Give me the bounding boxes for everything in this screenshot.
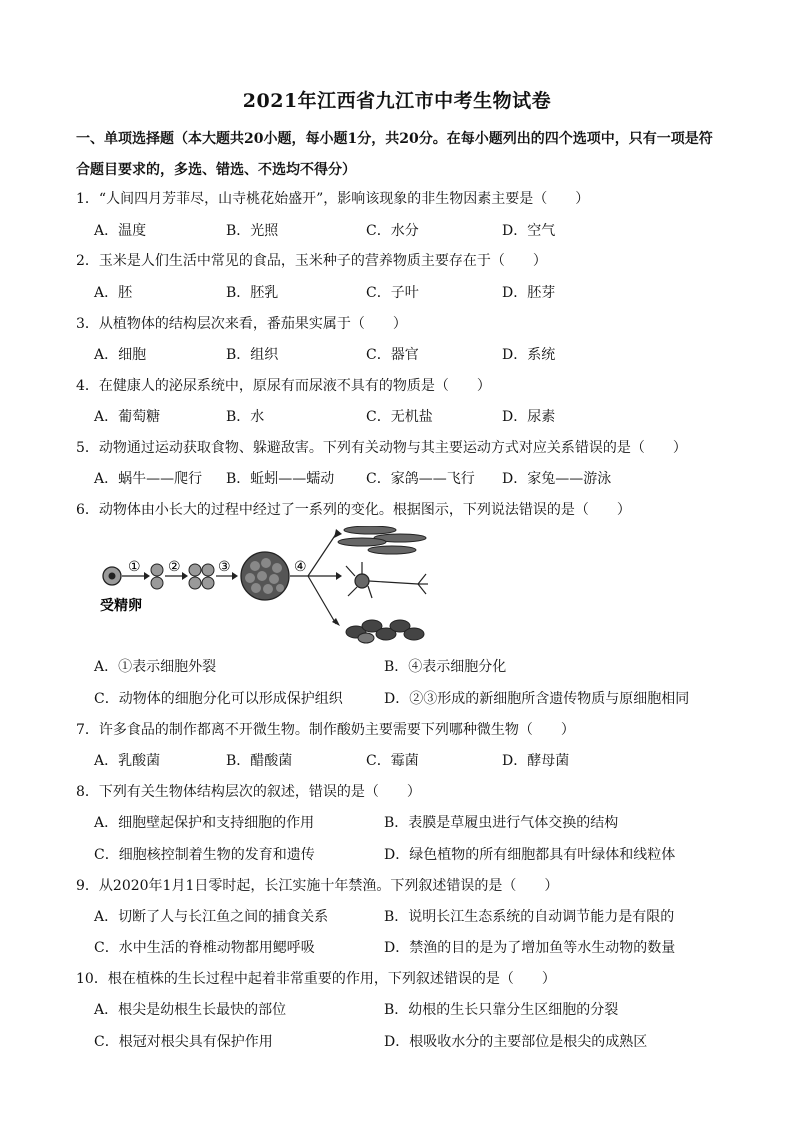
- option: C．霉菌: [366, 753, 419, 769]
- option: D．绿色植物的所有细胞都具有叶绿体和线粒体: [384, 847, 676, 863]
- option: B．说明长江生态系统的自动调节能力是有限的: [384, 909, 675, 925]
- fertilized-egg-icon: [103, 567, 121, 585]
- question-stem: 8．下列有关生物体结构层次的叙述，错误的是（ ）: [76, 784, 421, 800]
- option: C．动物体的细胞分化可以形成保护组织: [94, 691, 343, 707]
- option: A．葡萄糖: [94, 409, 161, 425]
- question-stem: 5．动物通过运动获取食物、躲避敌害。下列有关动物与其主要运动方式对应关系错误的是（ ）: [76, 440, 687, 456]
- option: B．表膜是草履虫进行气体交换的结构: [384, 815, 619, 831]
- option: A．乳酸菌: [94, 753, 161, 769]
- step-label-4: ④: [294, 559, 307, 575]
- option: A．根尖是幼根生长最快的部位: [94, 1002, 287, 1018]
- step-label-1: ①: [128, 559, 141, 575]
- cell-mass-icon: [241, 552, 289, 600]
- question-stem: 7．许多食品的制作都离不开微生物。制作酸奶主要需要下列哪种微生物（ ）: [76, 722, 575, 738]
- step-label-3: ③: [218, 559, 231, 575]
- question-stem: 10．根在植株的生长过程中起着非常重要的作用，下列叙述错误的是（ ）: [76, 971, 556, 987]
- option: D．酵母菌: [502, 753, 570, 769]
- option: C．无机盐: [366, 409, 433, 425]
- option: A．细胞壁起保护和支持细胞的作用: [94, 815, 315, 831]
- cell-development-figure: [100, 526, 440, 646]
- option: D．②③形成的新细胞所含遗传物质与原细胞相同: [384, 691, 690, 707]
- option: D．尿素: [502, 409, 556, 425]
- option: D．家兔——游泳: [502, 471, 612, 487]
- option: A．蜗牛——爬行: [94, 471, 203, 487]
- question-stem: 9．从2020年1月1日零时起，长江实施十年禁渔。下列叙述错误的是（ ）: [76, 878, 559, 894]
- option: D．系统: [502, 347, 556, 363]
- muscle-cell-icon: [338, 526, 426, 554]
- option: D．根吸收水分的主要部位是根尖的成熟区: [384, 1034, 648, 1050]
- option: C．细胞核控制着生物的发育和遗传: [94, 847, 315, 863]
- question-stem: 4．在健康人的泌尿系统中，原尿有而尿液不具有的物质是（ ）: [76, 378, 491, 394]
- question-stem: 6．动物体由小长大的过程中经过了一系列的变化。根据图示，下列说法错误的是（ ）: [76, 502, 631, 518]
- option: D．禁渔的目的是为了增加鱼等水生动物的数量: [384, 940, 676, 956]
- option: C．子叶: [366, 285, 419, 301]
- nerve-cell-icon: [346, 562, 428, 598]
- question-stem: 2．玉米是人们生活中常见的食品，玉米种子的营养物质主要存在于（ ）: [76, 253, 547, 269]
- option: D．空气: [502, 223, 556, 239]
- option: B．醋酸菌: [226, 753, 293, 769]
- option: C．水中生活的脊椎动物都用鳃呼吸: [94, 940, 315, 956]
- option: C．水分: [366, 223, 419, 239]
- question-stem: 3．从植物体的结构层次来看，番茄果实属于（ ）: [76, 316, 407, 332]
- figure-caption: 受精卵: [100, 598, 142, 614]
- option: B．蚯蚓——蠕动: [226, 471, 335, 487]
- option: B．胚乳: [226, 285, 279, 301]
- option: B．光照: [226, 223, 279, 239]
- option: A．①表示细胞外裂: [94, 659, 217, 675]
- option: C．根冠对根尖具有保护作用: [94, 1034, 273, 1050]
- option: A．温度: [94, 223, 147, 239]
- option: A．胚: [94, 285, 133, 301]
- option: B．幼根的生长只靠分生区细胞的分裂: [384, 1002, 619, 1018]
- option: C．器官: [366, 347, 419, 363]
- page-title: 2021年江西省九江市中考生物试卷: [242, 90, 552, 112]
- section-heading: 一、单项选择题（本大题共20小题，每小题1分，共20分。在每小题列出的四个选项中，只有一项是符合题目要求的，多选、错选、不选均不得分）: [76, 131, 713, 178]
- option: B．组织: [226, 347, 279, 363]
- option: D．胚芽: [502, 285, 556, 301]
- option: A．切断了人与长江鱼之间的捕食关系: [94, 909, 329, 925]
- option: B．水: [226, 409, 265, 425]
- two-cell-icon: [151, 564, 163, 589]
- blood-cell-icon: [346, 620, 424, 643]
- option: B．④表示细胞分化: [384, 659, 507, 675]
- question-stem: 1．“人间四月芳菲尽，山寺桃花始盛开”，影响该现象的非生物因素主要是（ ）: [76, 191, 590, 207]
- four-cell-icon: [189, 564, 214, 589]
- option: A．细胞: [94, 347, 147, 363]
- option: C．家鸽——飞行: [366, 471, 475, 487]
- step-label-2: ②: [168, 559, 181, 575]
